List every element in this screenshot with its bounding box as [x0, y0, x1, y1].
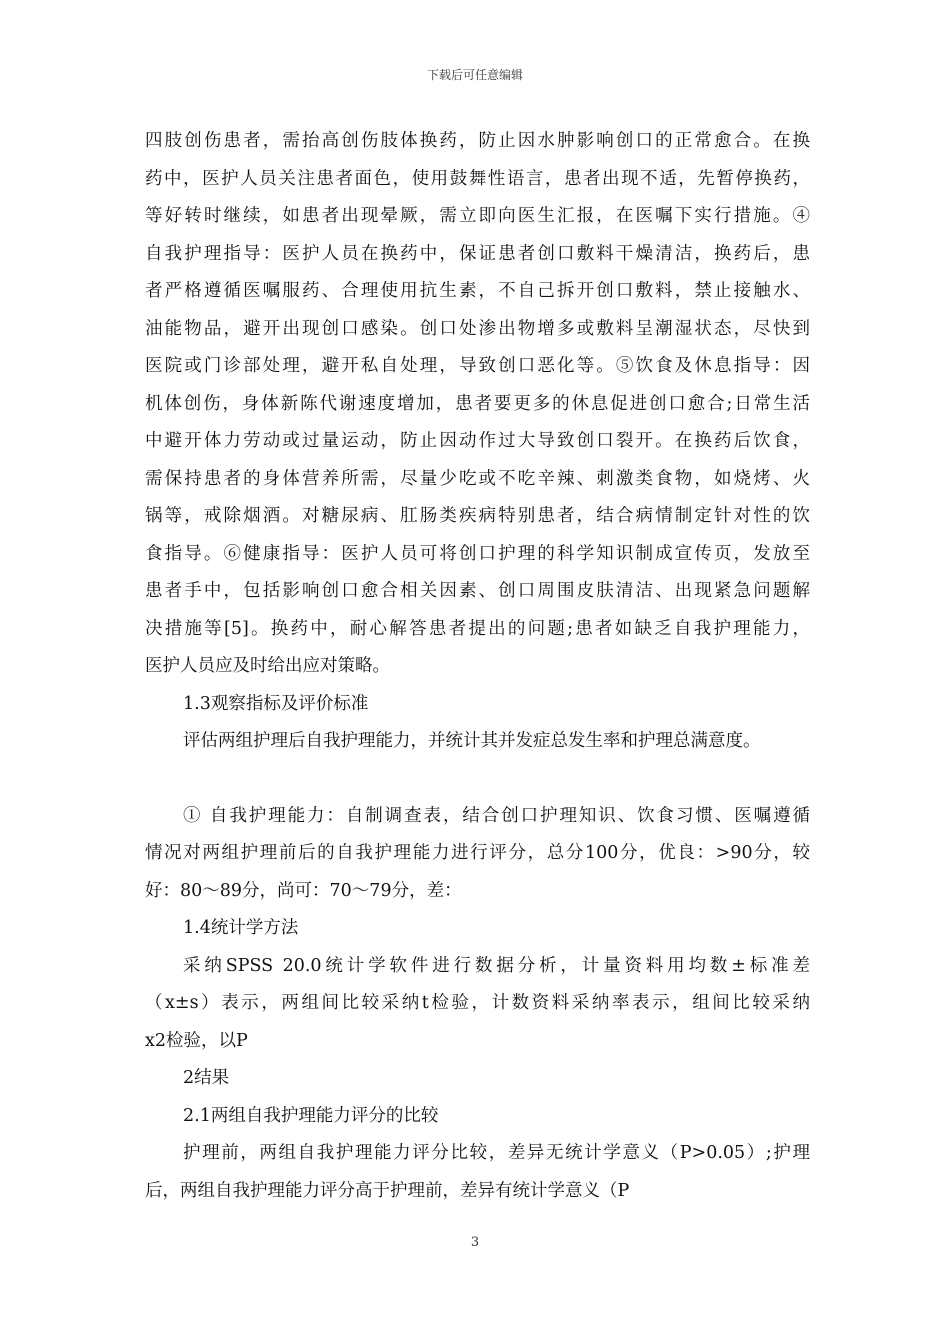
text-line: 评估两组护理后自我护理能力，并统计其并发症总发生率和护理总满意度。	[183, 731, 761, 751]
text-line: 四肢创伤患者，需抬高创伤肢体换药，防止因水肿影响创口的正常愈合。在换	[145, 131, 810, 151]
section-heading-2	[145, 1060, 810, 1098]
text-line: 决措施等[5]。换药中，耐心解答患者提出的问题;患者如缺乏自我护理能力，	[145, 618, 810, 639]
section-heading-1-4	[145, 910, 810, 948]
blank-line	[145, 761, 810, 798]
text-line: 药中，医护人员关注患者面色，使用鼓舞性语言，患者出现不适，先暂停换药，	[145, 168, 810, 189]
heading-text: 1.4统计学方法	[183, 918, 299, 938]
text-line: 医护人员应及时给出应对策略。	[145, 656, 390, 676]
text-line: 食指导。⑥健康指导：医护人员可将创口护理的科学知识制成宣传页，发放至	[145, 543, 810, 564]
page-header: 下载后可任意编辑	[426, 68, 523, 82]
text-line: 中避开体力劳动或过量运动，防止因动作过大导致创口裂开。在换药后饮食，	[145, 431, 810, 451]
paragraph-statistics	[145, 948, 810, 1061]
text-line: 护理前，两组自我护理能力评分比较，差异无统计学意义（P>0.05）;护理	[183, 1143, 810, 1163]
text-line: 机体创伤，身体新陈代谢速度增加，患者要更多的休息促进创口愈合;日常生活	[145, 393, 810, 414]
section-heading-2-1	[145, 1098, 810, 1136]
text-line: 好：80～89分，尚可：70～79分，差：	[145, 880, 462, 901]
text-line: 采纳SPSS 20.0统计学软件进行数据分析，计量资料用均数±标准差	[183, 955, 810, 976]
paragraph-wound-care-guidance	[145, 123, 810, 686]
heading-text: 2结果	[183, 1068, 230, 1088]
section-heading-1-3	[145, 686, 810, 724]
text-line: 者严格遵循医嘱服药、合理使用抗生素，不自己拆开创口敷料，禁止接触水、	[145, 281, 810, 301]
heading-text: 1.3观察指标及评价标准	[183, 693, 369, 714]
document-body	[145, 123, 810, 1210]
text-line: x2检验，以P	[145, 1030, 248, 1051]
text-line: ① 自我护理能力：自制调查表，结合创口护理知识、饮食习惯、医嘱遵循	[183, 805, 810, 826]
text-line: 油能物品，避开出现创口感染。创口处渗出物增多或敷料呈潮湿状态，尽快到	[145, 318, 810, 339]
paragraph-evaluation	[145, 723, 810, 761]
text-line: 情况对两组护理前后的自我护理能力进行评分，总分100分，优良：>90分，较	[145, 843, 810, 863]
text-line: 自我护理指导：医护人员在换药中，保证患者创口敷料干燥清洁，换药后，患	[145, 243, 810, 264]
text-line: 患者手中，包括影响创口愈合相关因素、创口周围皮肤清洁、出现紧急问题解	[145, 581, 810, 601]
text-line: 等好转时继续，如患者出现晕厥，需立即向医生汇报，在医嘱下实行措施。④	[145, 206, 810, 226]
text-line: （x±s）表示，两组间比较采纳t检验，计数资料采纳率表示，组间比较采纳	[145, 993, 810, 1013]
paragraph-self-care-ability	[145, 798, 810, 911]
text-line: 后，两组自我护理能力评分高于护理前，差异有统计学意义（P	[145, 1180, 630, 1201]
text-line: 锅等，戒除烟酒。对糖尿病、肛肠类疾病特别患者，结合病情制定针对性的饮	[145, 506, 810, 526]
heading-text: 2.1两组自我护理能力评分的比较	[183, 1105, 439, 1126]
paragraph-results	[145, 1135, 810, 1210]
page-number: 3	[470, 1235, 480, 1250]
text-line: 医院或门诊部处理，避开私自处理，导致创口恶化等。⑤饮食及休息指导：因	[145, 356, 810, 376]
text-line: 需保持患者的身体营养所需，尽量少吃或不吃辛辣、刺激类食物，如烧烤、火	[145, 468, 810, 489]
